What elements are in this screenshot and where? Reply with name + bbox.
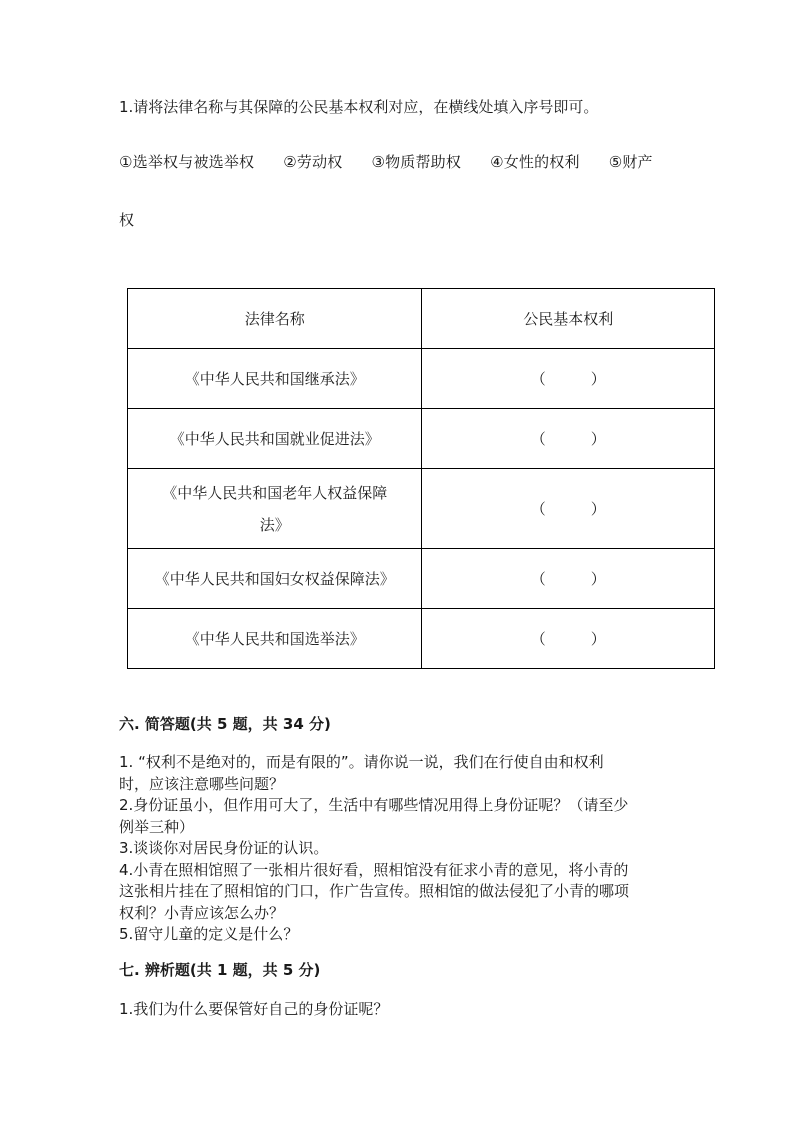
table-row	[128, 609, 715, 669]
option-3: ③物质帮助权	[371, 153, 462, 171]
answer-blank[interactable]: （ ）	[422, 469, 715, 549]
law-name-cell: 《中华人民共和国就业促进法》	[128, 409, 422, 469]
question-line: 例举三种）	[119, 817, 195, 836]
law-name-cell	[128, 469, 422, 549]
table-header-row	[128, 289, 715, 349]
option-5: ⑤财产	[608, 153, 653, 171]
table-row	[128, 349, 715, 409]
option-2: ②劳动权	[283, 153, 343, 171]
question-line: 5.留守儿童的定义是什么？	[119, 925, 299, 943]
option-1: ①选举权与被选举权	[119, 153, 255, 171]
option-4: ④女性的权利	[490, 153, 580, 171]
question-line: 权利？小青应该怎么办？	[119, 903, 285, 922]
question-line: 2.身份证虽小，但作用可大了，生活中有哪些情况用得上身份证呢？（请至少	[119, 796, 629, 814]
law-name-line: 法》	[259, 515, 290, 534]
answer-blank[interactable]: （ ）	[422, 609, 715, 669]
law-name-line: 《中华人民共和国老年人权益保障	[162, 483, 388, 502]
question-line: 3.谈谈你对居民身份证的认识。	[119, 839, 329, 857]
matching-question-prompt: 1.请将法律名称与其保障的公民基本权利对应，在横线处填入序号即可。	[119, 98, 599, 116]
table-row	[128, 409, 715, 469]
question-line: 4.小青在照相馆照了一张相片很好看，照相馆没有征求小青的意见，将小青的	[119, 860, 629, 879]
header-citizen-rights: 公民基本权利	[422, 289, 715, 349]
answer-blank[interactable]: （ ）	[422, 349, 715, 409]
rights-options	[119, 151, 653, 172]
section-7-question: 1.我们为什么要保管好自己的身份证呢？	[119, 1000, 389, 1018]
question-line: 这张相片挂在了照相馆的门口，作广告宣传。照相馆的做法侵犯了小青的哪项	[119, 882, 630, 900]
options-continuation: 权	[119, 211, 135, 229]
law-name-cell: 《中华人民共和国妇女权益保障法》	[128, 549, 422, 609]
section-6-heading: 六. 简答题(共 5 题，共 34 分)	[119, 715, 331, 733]
table-row	[128, 549, 715, 609]
answer-blank[interactable]: （ ）	[422, 409, 715, 469]
table-row	[128, 469, 715, 549]
law-name-cell: 《中华人民共和国继承法》	[128, 349, 422, 409]
question-line: 1. “权利不是绝对的，而是有限的”。请你说一说，我们在行使自由和权利	[119, 753, 604, 771]
section-6-questions	[119, 752, 679, 946]
law-name-cell: 《中华人民共和国选举法》	[128, 609, 422, 669]
answer-blank[interactable]: （ ）	[422, 549, 715, 609]
question-line: 时，应该注意哪些问题？	[119, 774, 285, 793]
header-law-name: 法律名称	[128, 289, 422, 349]
law-rights-table	[127, 288, 715, 669]
section-7-heading: 七. 辨析题(共 1 题，共 5 分)	[119, 961, 321, 979]
